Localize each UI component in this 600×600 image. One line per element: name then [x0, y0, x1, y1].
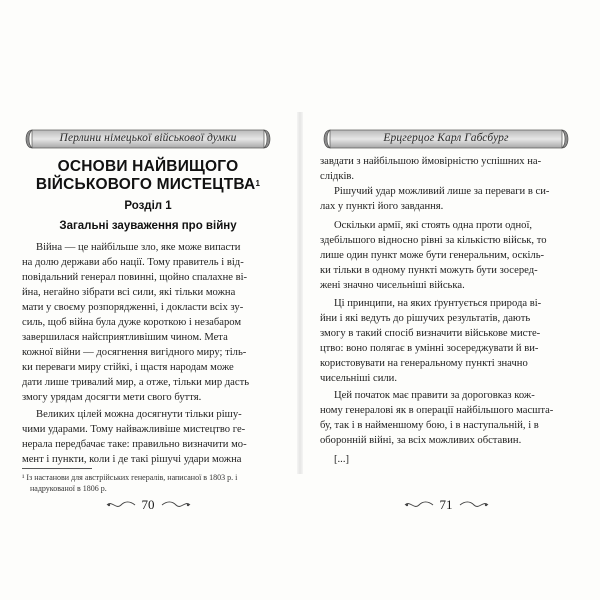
text-line: лах у пункті його завдання. [320, 201, 444, 212]
text-line: чисельніші сили. [320, 373, 397, 384]
right-paragraph-2 [320, 218, 572, 293]
text-line: Цей початок має правити за дороговказ кож- [334, 390, 535, 401]
chapter-title [22, 158, 274, 194]
right-ellipsis-block [320, 452, 572, 467]
text-line: нерала передбачає таке: правильно визначити мо- [22, 439, 247, 450]
text-line: лише один пункт може бути генеральним, оскіль- [320, 250, 545, 261]
footnote-marker: 1 [255, 179, 261, 188]
text-line: цтво: воно полягає в умінні зосереджувати й ви- [320, 343, 539, 354]
text-line: ки тільки в одному пункті можуть бути зосеред- [320, 265, 538, 276]
page-number-right-text: 71 [439, 497, 453, 512]
text-line: Великих цілей можна досягнути тільки рішу- [36, 409, 242, 420]
running-head-banner-right [320, 128, 572, 150]
ellipsis-text: [...] [334, 454, 350, 465]
text-line: йна, негайно зібрати всі сили, які тільки можна [22, 287, 236, 298]
page-number-right [320, 497, 572, 513]
section-subtitle: Загальні зауваження про війну [59, 220, 237, 232]
text-line: змогу в такий спосіб визначити військове мисте- [320, 328, 541, 339]
footnote-rule [22, 468, 92, 469]
footnote-line: ¹ Із настанови для австрійських генералів, написаної в 1803 р. і [22, 473, 238, 482]
footnote [22, 472, 274, 494]
text-line: здебільшого відносно рівні за кількістю військ, то [320, 235, 547, 246]
text-line: користовувати на генеральному пункті значно [320, 358, 528, 369]
text-line: ки переваги миру стійкі, і щастя народам може [22, 362, 234, 373]
right-page [320, 118, 572, 468]
text-line: Війна — це найбільше зло, яке може випасти [36, 242, 241, 253]
text-line: на долю держави або нації. Тому правитель і від- [22, 257, 244, 268]
running-head-left: Перлини німецької військової думки [59, 132, 237, 144]
text-line: завершилася найсприятливішим чином. Мета [22, 332, 228, 343]
right-paragraph-1 [320, 184, 572, 214]
section-label: Розділ 1 [124, 200, 172, 212]
flourish-left-icon [106, 500, 136, 510]
text-line: змогу урядам досягти мети свого буття. [22, 392, 202, 403]
flourish-right-icon [459, 500, 489, 510]
left-paragraph-2 [22, 407, 274, 467]
text-line: мати у своєму розпорядженні, і докласти всіх зу- [22, 302, 244, 313]
text-line: Ці принципи, на яких ґрунтується природа ві- [334, 298, 542, 309]
chapter-title-line-2 [22, 176, 274, 194]
text-line: завдати з найбільшою ймовірністю успішних на- [320, 156, 542, 167]
text-line: ному генералові як в операції найбільшого масшта- [320, 405, 554, 416]
text-line: чими ударами. Тому найважливіше мистецтво ге- [22, 424, 246, 435]
right-paragraph-0 [320, 154, 572, 184]
left-paragraph-1 [22, 240, 274, 405]
text-line: жені значно чисельніші війська. [320, 280, 465, 291]
chapter-title-line-2-text: ВІЙСЬКОВОГО МИСТЕЦТВА [35, 176, 256, 193]
text-line: слідків. [320, 171, 355, 182]
text-line: йни і які ведуть до рішучих результатів, дають [320, 313, 531, 324]
running-head-banner-left [22, 128, 274, 150]
text-line: мент і пункти, коли і де такі рішучі удари можна [22, 454, 242, 465]
right-paragraph-3 [320, 296, 572, 386]
text-line: бу, так і в найменшому бою, і в наступальній, і в [320, 420, 539, 431]
right-paragraph-4 [320, 388, 572, 448]
flourish-left-icon [404, 500, 434, 510]
page-number-left [22, 497, 274, 513]
text-line: Оскільки армії, які стоять одна проти одної, [334, 220, 533, 231]
text-line: кожної війни — досягнення вигідного миру; тіль- [22, 347, 247, 358]
running-head-right: Ерцгерцог Карл Габсбург [383, 132, 509, 144]
flourish-right-icon [161, 500, 191, 510]
footnote-line: надрукованої в 1806 р. [30, 484, 107, 493]
text-line: дати лише тривалий мир, а отже, тільки мир дасть [22, 377, 250, 388]
text-line: повідальний генерал повинні, щойно спалахне ві- [22, 272, 248, 283]
chapter-title-line-1: ОСНОВИ НАЙВИЩОГО [57, 158, 239, 175]
text-line: силь, щоб війна була дуже короткою і незабаром [22, 317, 242, 328]
page-number-left-text: 70 [141, 497, 155, 512]
book-gutter [297, 112, 303, 474]
text-line: Рішучий удар можливий лише за переваги в си- [334, 186, 550, 197]
left-page [22, 118, 274, 493]
text-line: оборонній війні, за всіх можливих обставин. [320, 435, 522, 446]
